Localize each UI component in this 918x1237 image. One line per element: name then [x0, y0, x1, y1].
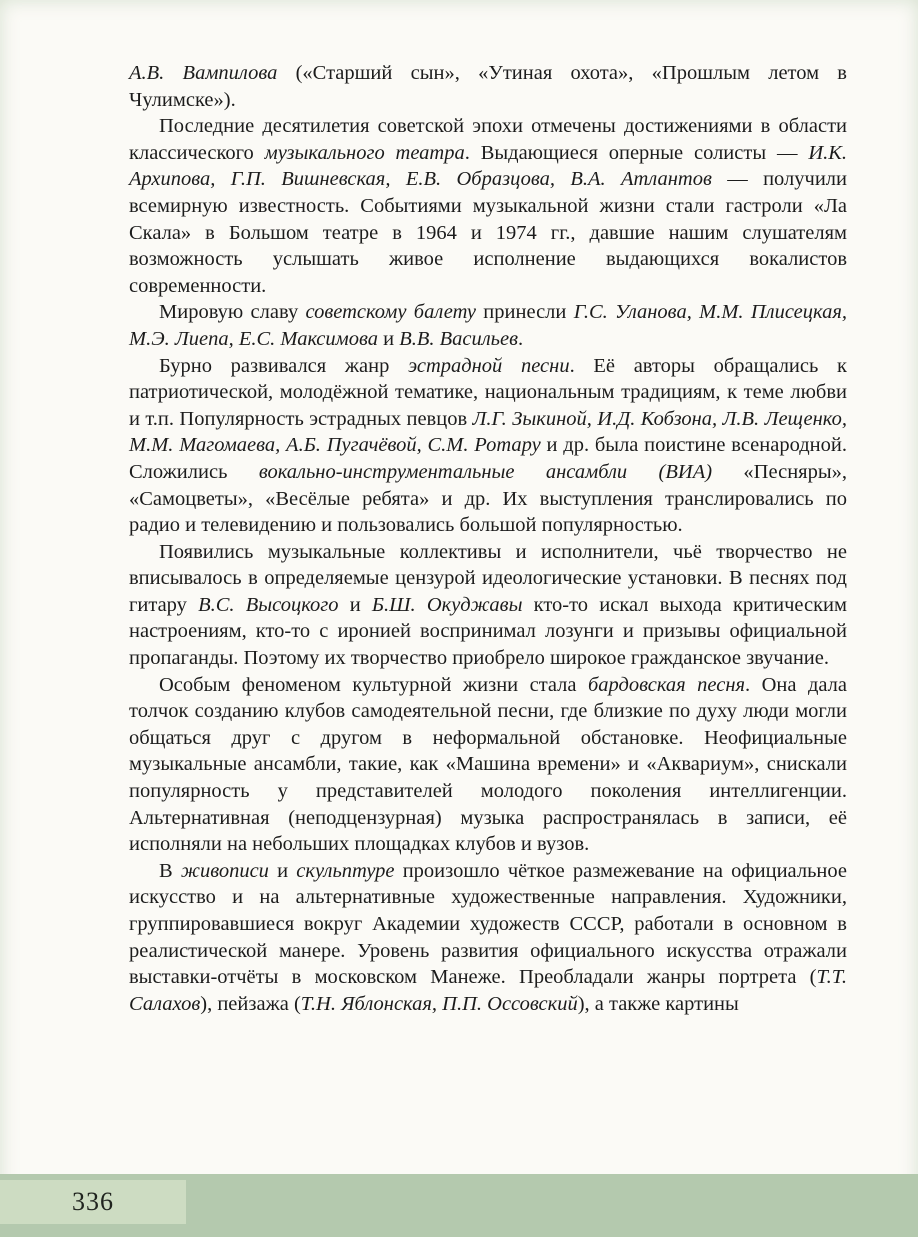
text-run-italic: Т.Т. Салахов: [129, 966, 847, 1015]
text-run-italic: скульптуре: [296, 859, 395, 882]
text-run: ), пейзажа (: [200, 992, 301, 1015]
text-run-italic: А.В. Вампилова: [129, 62, 278, 84]
text-run: .: [518, 327, 524, 350]
text-run: и: [338, 593, 372, 616]
text-run-italic: эстрадной песни: [408, 354, 570, 377]
text-run-italic: Т.Н. Яблонская, П.П. Оссовский: [300, 992, 578, 1015]
text-run: принесли: [476, 301, 574, 324]
text-run: Бурно развивался жанр: [159, 354, 409, 377]
text-run-italic: В.С. Высоцкого: [198, 593, 339, 616]
text-run: и др. была поистине всенародной. Сложились: [129, 434, 847, 483]
text-run-italic: бардовская песня: [587, 673, 746, 696]
text-run-italic: Л.Г. Зыкиной, И.Д. Кобзона, Л.В. Лещенко, М.М. Магомаева, А.Б. Пугачёвой, С.М. Ротару: [129, 407, 847, 457]
text-run: Последние десятилетия советской эпохи отмечены достижениями в области классического: [129, 115, 847, 164]
paragraph: [129, 299, 847, 352]
text-run: . Она дала толчок созданию клубов самодеятельной песни, где близкие по духу люди могли общаться друг с другом в неформальной обстановке. Неофициальные музыкальные ансамбли, такие, как «Машина времени» и «Аквариум», снискали популярность у представителей молодого поколения интеллигенции. Альтернативная (неподцензурная) музыка распространялась в записи, её исполняли на небольших площадках клубов и вузов.: [129, 673, 847, 856]
text-run: и: [377, 327, 400, 350]
text-run-italic: В.В. Васильев: [399, 327, 519, 350]
page-number-box: [0, 1180, 186, 1224]
text-run: . Её авторы обращались к патриотической, молодёжной тематике, национальным традициям, к теме любви и т.п. Популярность эстрадных певцов: [129, 354, 847, 430]
text-run: «Песняры», «Самоцветы», «Весёлые ребята» и др. Их выступления транслировались по радио и телевидению и пользовались большой популярностью.: [129, 460, 847, 537]
text-run: и: [268, 859, 297, 882]
text-run: Особым феноменом культурной жизни стала: [159, 673, 588, 696]
page-text: [129, 60, 847, 1017]
page-number: 336: [72, 1187, 114, 1216]
text-run-italic: музыкального театра: [264, 141, 465, 164]
paragraph: [129, 113, 847, 299]
text-run: кто-то искал выхода критическим настроениям, кто-то с иронией воспринимал лозунги и призывы официальной пропаганды. Поэтому их творчество приобрело широкое гражданское звучание.: [129, 593, 847, 670]
text-run-italic: советскому балету: [305, 301, 476, 324]
text-run: произошло чёткое размежевание на официальное искусство и на альтернативные художественные направления. Художники, группировавшиеся вокруг Академии художеств СССР, работали в основном в реалистической манере. Уровень развития официального искусства отражали выставки-отчёты в московском Манеже. Преобладали жанры портрета (: [129, 859, 847, 989]
text-run: ), а также картины: [577, 992, 739, 1015]
text-run-italic: Б.Ш. Окуджавы: [371, 593, 523, 616]
text-run: — получили всемирную известность. Событиями музыкальной жизни стали гастроли «Ла Скала» в Большом театре в 1964 и 1974 гг., давшие нашим слушателям возможность услышать живое исполнение выдающихся вокалистов современности.: [129, 168, 848, 297]
text-run: В: [159, 859, 181, 882]
paragraph: [129, 858, 847, 1018]
text-run-italic: вокально-инструментальные ансамбли (ВИА): [258, 460, 713, 483]
text-run: . Выдающиеся оперные солисты —: [464, 141, 809, 164]
paragraph: [129, 672, 847, 858]
text-run-italic: живописи: [180, 859, 269, 882]
text-run: Мировую славу: [159, 301, 306, 324]
text-run-italic: Г.С. Уланова, М.М. Плисецкая, М.Э. Лиепа, Е.С. Максимова: [129, 301, 847, 350]
text-run: («Старший сын», «Утиная охота», «Прошлым летом в Чулимске»).: [129, 62, 847, 111]
text-run-italic: И.К. Архипова, Г.П. Вишневская, Е.В. Образцова, В.А. Атлантов: [129, 141, 847, 191]
paragraph: [129, 60, 847, 113]
paragraph: [129, 539, 847, 672]
page-footer: [0, 1174, 918, 1237]
paragraph: [129, 353, 847, 539]
text-run: Появились музыкальные коллективы и исполнители, чьё творчество не вписывалось в определяемые цензурой идеологические установки. В песнях под гитару: [129, 540, 847, 616]
